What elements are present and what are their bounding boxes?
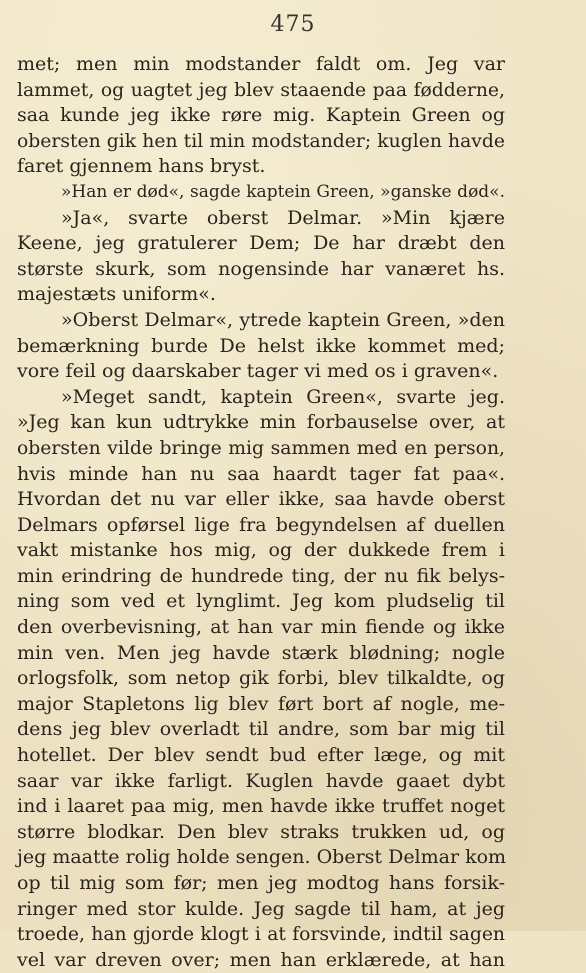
text-line: ning som ved et lynglimt. Jeg kom pludselig til [17, 590, 505, 613]
text-line: lammet, og uagtet jeg blev staaende paa fødderne, [17, 79, 505, 101]
text-line: ringer med stor kulde. Jeg sagde til ham, at jeg [17, 897, 505, 920]
text-line: saar var ikke farligt. Kuglen havde gaaet dybt [17, 769, 505, 792]
text-line: min erindring de hundrede ting, der nu fik belys- [17, 564, 505, 587]
text-line: »Ja«, svarte oberst Delmar. »Min kjære [61, 206, 505, 229]
page-number: 475 [270, 12, 316, 37]
text-line: min ven. Men jeg havde stærk blødning; nogle [17, 641, 505, 664]
text-line: større blodkar. Den blev straks trukken ud, og [17, 820, 505, 843]
text-line: met; men min modstander faldt om. Jeg var [17, 53, 505, 75]
text-line: vore feil og daarskaber tager vi med os i graven«. [17, 360, 499, 383]
text-line: major Stapletons lig blev ført bort af nogle, me- [17, 692, 505, 715]
text-line: den overbevisning, at han var min fiende og ikke [17, 616, 505, 639]
text-line: obersten vilde bringe mig sammen med en person, [17, 437, 505, 459]
text-line: troede, han gjorde klogt i at forsvinde, indtil sagen [17, 924, 505, 946]
body-text [17, 52, 505, 973]
text-line: »Oberst Delmar«, ytrede kaptein Green, »den [61, 308, 505, 331]
text-line: dens jeg blev overladt til andre, som bar mig til [17, 718, 505, 741]
text-line: majestæts uniform«. [17, 283, 216, 306]
text-line: ind i laaret paa mig, men havde ikke truffet noget [17, 795, 505, 818]
text-line: Keene, jeg gratulerer Dem; De har dræbt den [17, 232, 505, 255]
text-line: hotellet. Der blev sendt bud efter læge, og mit [17, 744, 505, 767]
text-line: vakt mistanke hos mig, og der dukkede frem i [17, 539, 505, 562]
text-line: Delmars opførsel lige fra begyndelsen af duellen [17, 513, 505, 536]
text-line: »Han er død«, sagde kaptein Green, »ganske død«. [61, 181, 505, 202]
text-line: »Meget sandt, kaptein Green«, svarte jeg. [61, 385, 505, 408]
text-line: største skurk, som nogensinde har vanæret hs. [17, 257, 505, 280]
text-line: jeg maatte rolig holde sengen. Oberst Delmar kom [17, 846, 507, 869]
text-line: hvis minde han nu saa haardt tager fat paa«. [17, 462, 505, 485]
text-line: obersten gik hen til min modstander; kuglen havde [17, 130, 505, 152]
text-line: faret gjennem hans bryst. [17, 155, 266, 178]
text-line: Hvordan det nu var eller ikke, saa havde oberst [17, 488, 505, 511]
text-line: vel var dreven over; men han erklærede, at han [17, 948, 505, 971]
text-line: orlogsfolk, som netop gik forbi, blev tilkaldte, og [17, 667, 505, 690]
text-line: op til mig som før; men jeg modtog hans forsik- [17, 872, 505, 894]
text-line: »Jeg kan kun udtrykke min forbauselse over, at [17, 411, 505, 434]
text-line: saa kunde jeg ikke røre mig. Kaptein Green og [17, 104, 505, 127]
text-line: bemærkning burde De helst ikke kommet med; [17, 334, 505, 357]
